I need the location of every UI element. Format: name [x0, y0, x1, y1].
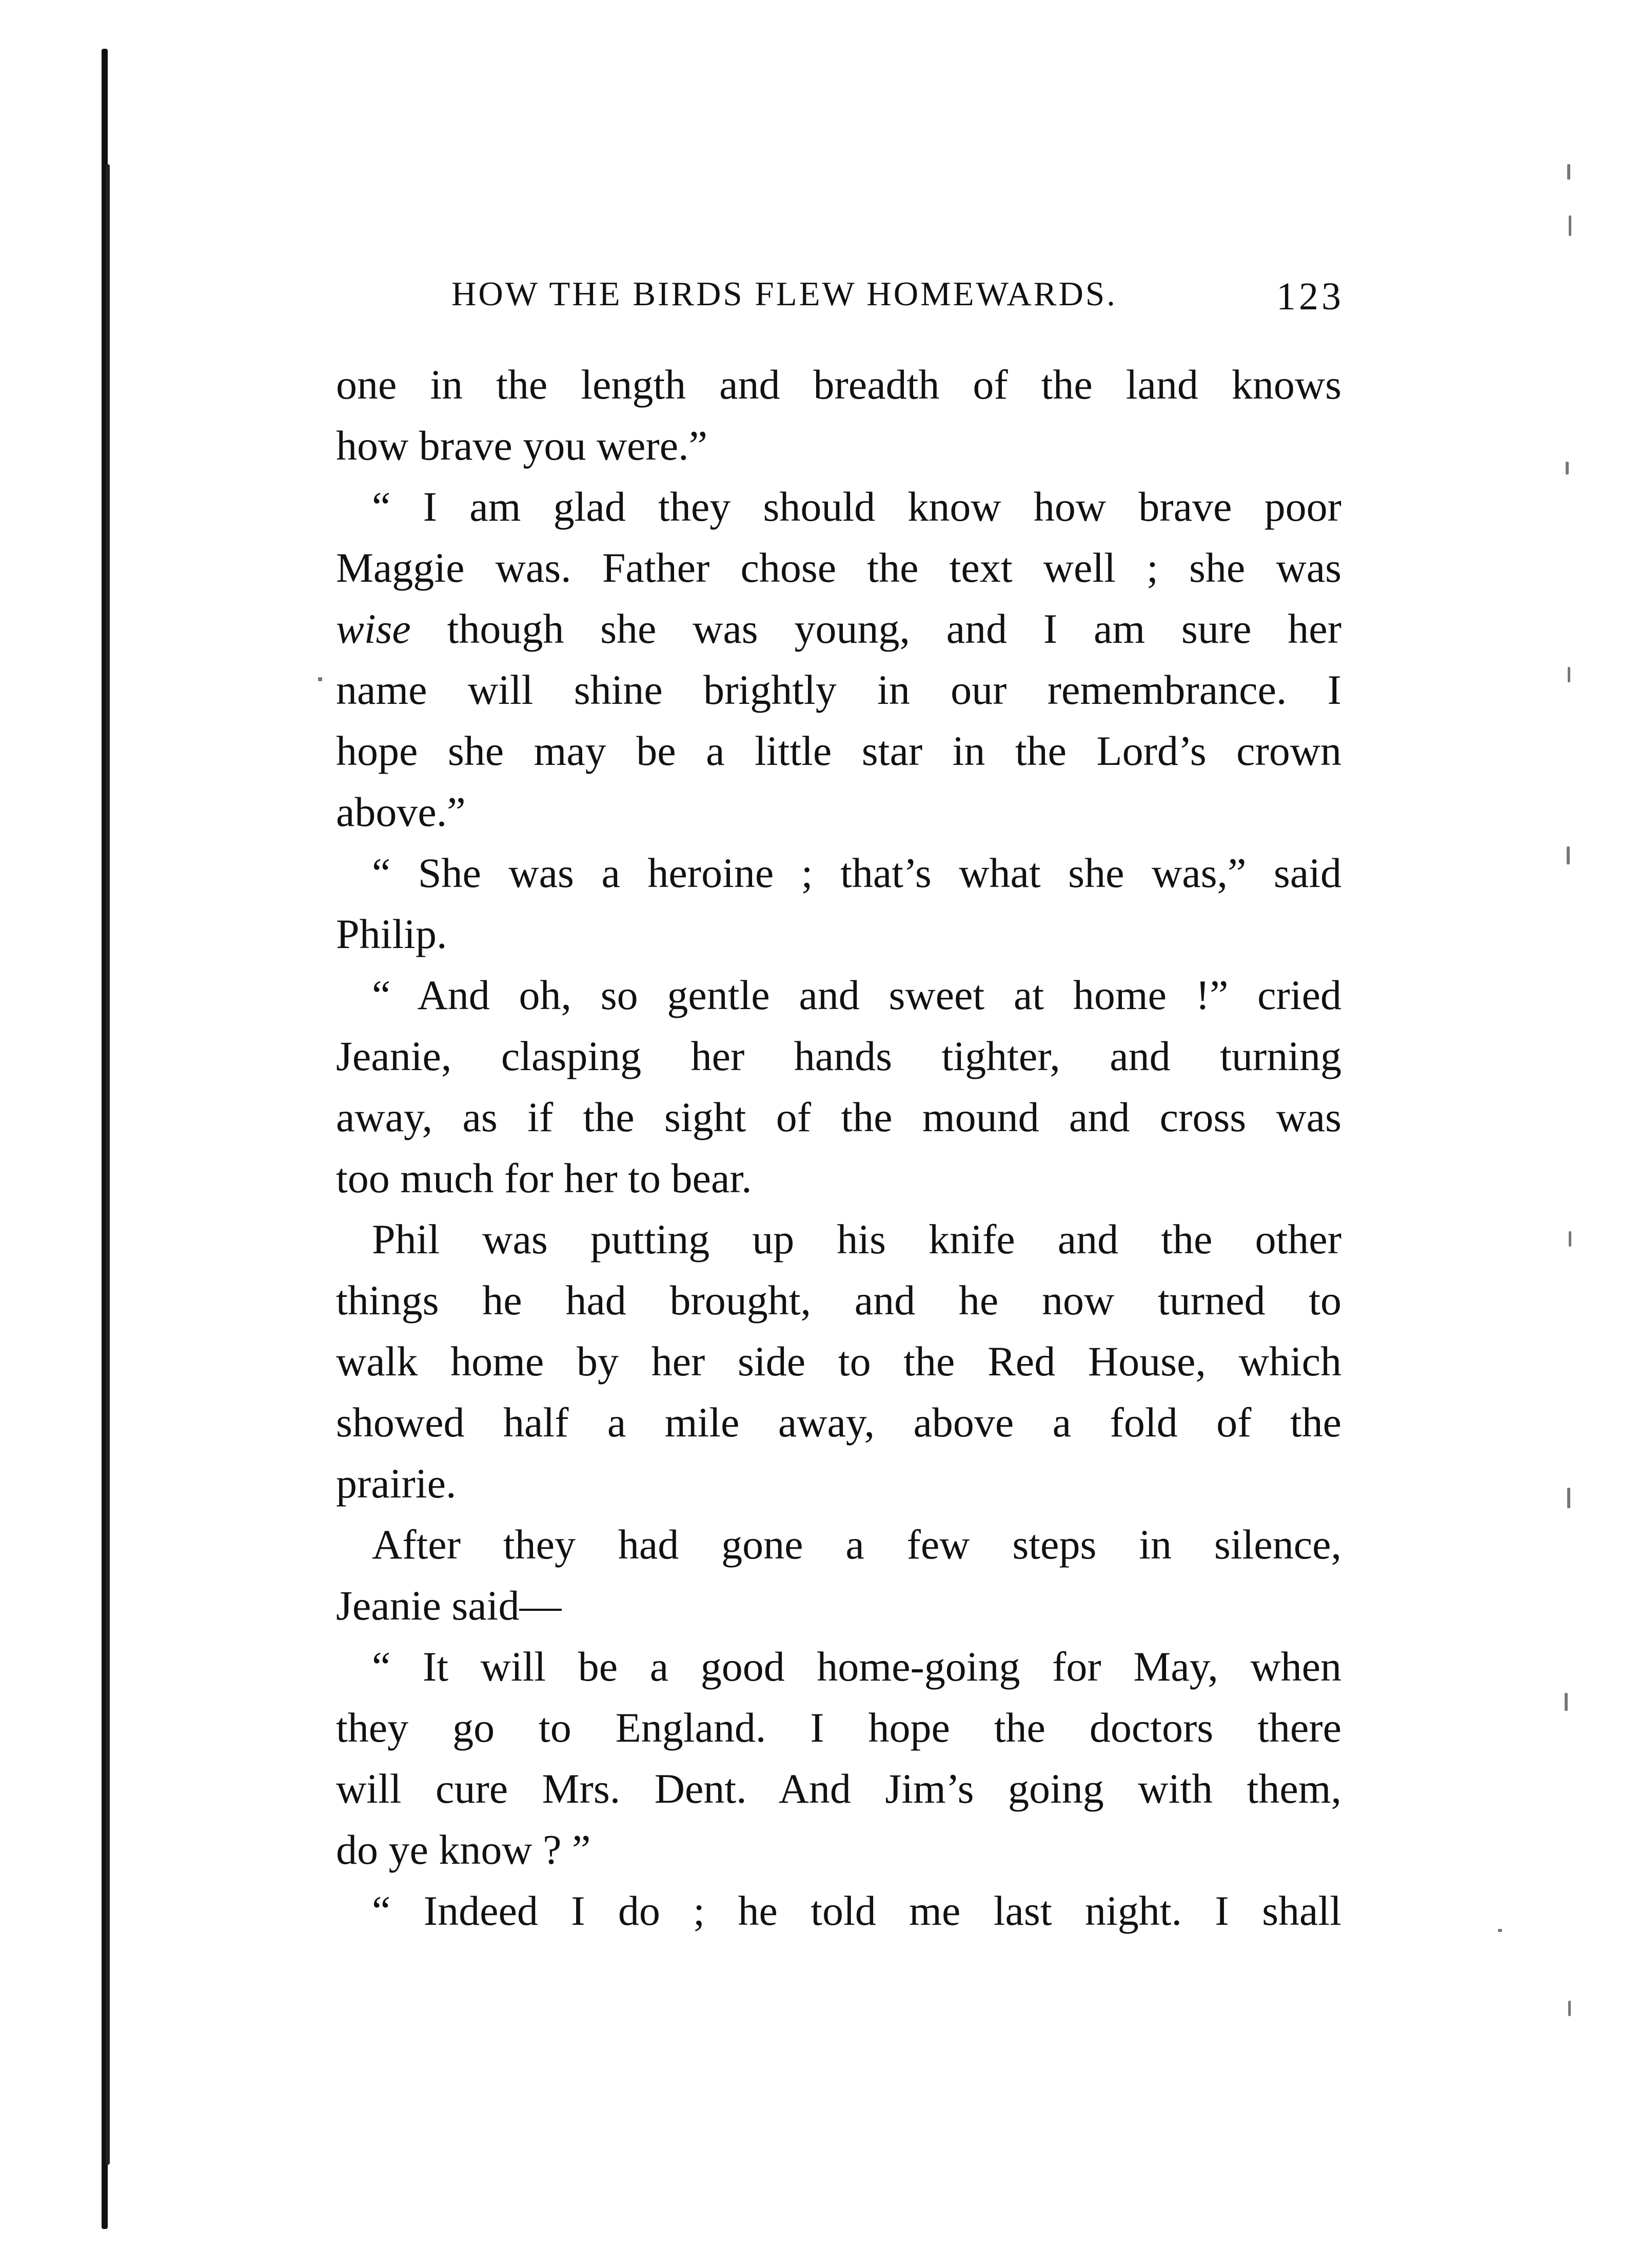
- text-line: “ Indeed I do ; he told me last night. I shall: [372, 1887, 1341, 1934]
- text-line-rest: though she was young, and I am sure her: [410, 605, 1341, 652]
- scan-speck: [1567, 1488, 1570, 1508]
- text-line: After they had gone a few steps in silence,: [372, 1521, 1341, 1568]
- text-line: name will shine brightly in our remembrance. I: [336, 666, 1341, 713]
- text-line: hope she may be a little star in the Lord’s crown: [336, 727, 1341, 774]
- text-line: showed half a mile away, above a fold of the: [336, 1399, 1341, 1446]
- italic-word: wise: [336, 605, 411, 652]
- body-text: [336, 354, 1341, 1941]
- text-line: Philip.: [336, 911, 447, 957]
- text-line: [336, 598, 1341, 659]
- text-line: they go to England. I hope the doctors there: [336, 1704, 1341, 1751]
- scan-speck: [1498, 1929, 1502, 1932]
- text-line: walk home by her side to the Red House, which: [336, 1338, 1341, 1385]
- text-line: “ She was a heroine ; that’s what she was,” said: [372, 850, 1341, 896]
- text-line: “ It will be a good home-going for May, when: [372, 1643, 1341, 1690]
- text-line: away, as if the sight of the mound and cross was: [336, 1094, 1341, 1140]
- page-number: 123: [1276, 275, 1344, 318]
- text-line: will cure Mrs. Dent. And Jim’s going with them,: [336, 1765, 1341, 1812]
- text-line: Phil was putting up his knife and the other: [372, 1216, 1341, 1263]
- scan-speck: [1567, 164, 1570, 180]
- scan-speck: [318, 677, 322, 681]
- text-line: Maggie was. Father chose the text well ; she was: [336, 544, 1341, 591]
- text-line: things he had brought, and he now turned to: [336, 1277, 1341, 1324]
- scan-speck: [1565, 1693, 1568, 1711]
- text-line: how brave you were.”: [336, 422, 708, 469]
- scan-speck: [1568, 2001, 1571, 2016]
- running-title: HOW THE BIRDS FLEW HOMEWARDS.: [451, 275, 1117, 313]
- text-line: prairie.: [336, 1460, 457, 1507]
- scan-speck: [1566, 462, 1569, 475]
- page-header: [451, 274, 1344, 321]
- text-line: one in the length and breadth of the land knows: [336, 361, 1341, 408]
- scan-speck: [1569, 1231, 1571, 1247]
- text-line: Jeanie, clasping her hands tighter, and turning: [336, 1033, 1341, 1079]
- text-line: “ And oh, so gentle and sweet at home !” cried: [372, 972, 1341, 1018]
- text-line: “ I am glad they should know how brave poor: [372, 483, 1341, 530]
- text-line: do ye know ? ”: [336, 1826, 591, 1873]
- text-line: Jeanie said—: [336, 1582, 562, 1629]
- text-line: above.”: [336, 788, 466, 835]
- scan-speck: [1569, 215, 1571, 236]
- text-line: too much for her to bear.: [336, 1155, 752, 1201]
- page-binding-shadow: [106, 164, 110, 2165]
- scan-speck: [1568, 667, 1570, 682]
- scan-speck: [1567, 846, 1570, 864]
